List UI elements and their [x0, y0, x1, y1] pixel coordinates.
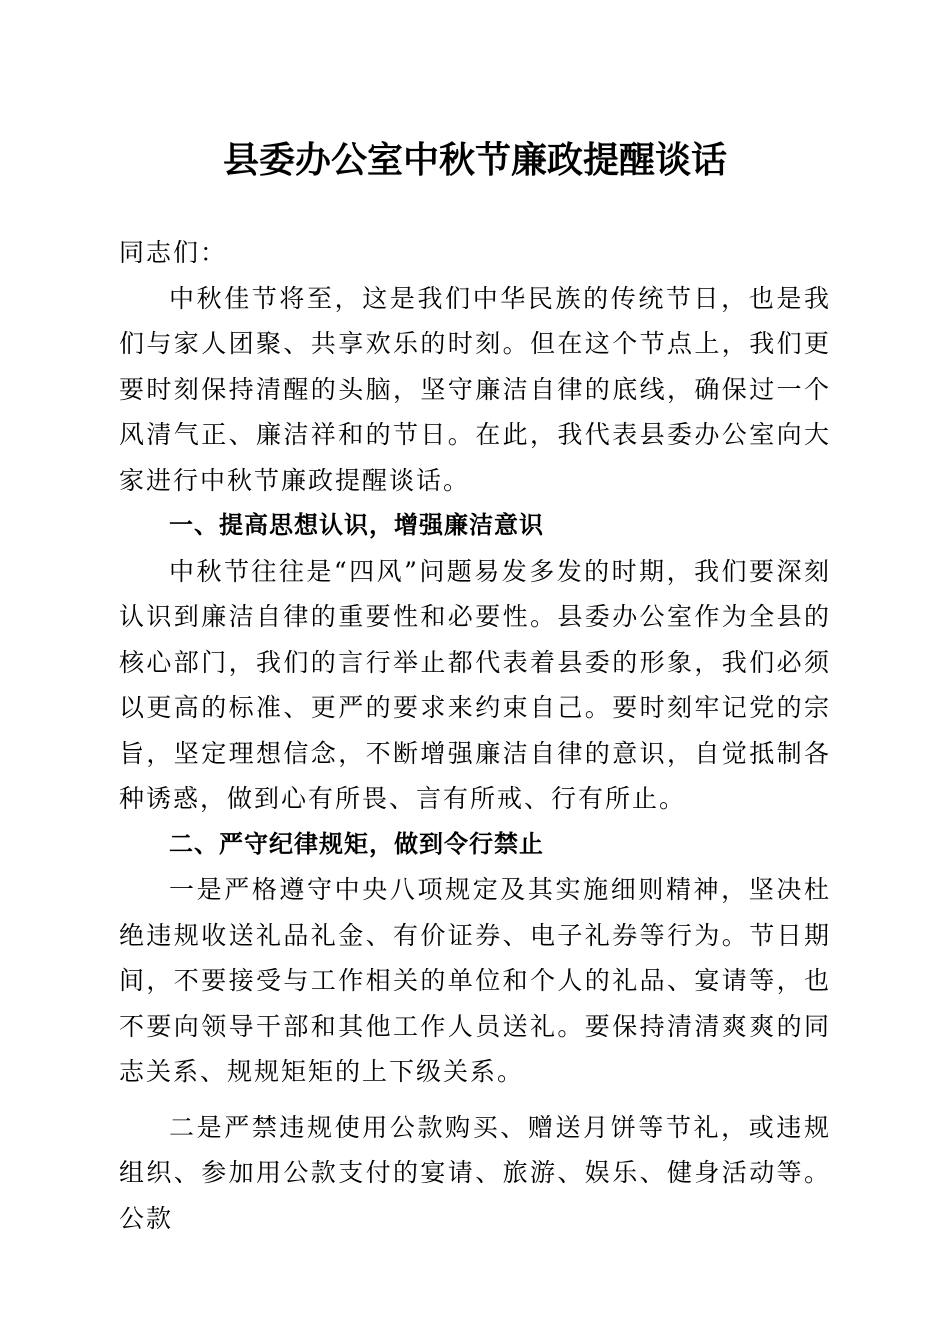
section2-paragraph-1: 一是严格遵守中央八项规定及其实施细则精神，坚决杜绝违规收送礼品礼金、有价证券、电子礼券等行为。节日期间，不要接受与工作相关的单位和个人的礼品、宴请等，也不要向领导干部和其他工作人员送礼。要保持清清爽爽的同志关系、规规矩矩的上下级关系。: [119, 875, 831, 1086]
section-heading-1: 一、提高思想认识，增强廉洁意识: [169, 511, 544, 539]
paragraph-gap: [119, 1095, 831, 1105]
section2-paragraph-2: 二是严禁违规使用公款购买、赠送月饼等节礼，或违规组织、参加用公款支付的宴请、旅游、娱乐、健身活动等。公款: [119, 1112, 831, 1233]
document-body: [119, 230, 831, 1241]
section1-paragraph-1: 中秋节往往是“四风”问题易发多发的时期，我们要深刻认识到廉洁自律的重要性和必要性。县委办公室作为全县的核心部门，我们的言行举止都代表着县委的形象，我们必须以更高的标准、更严的要求来约束自己。要时刻牢记党的宗旨，坚定理想信念，不断增强廉洁自律的意识，自觉抵制各种诱惑，做到心有所畏、言有所戒、行有所止。: [119, 556, 831, 813]
intro-paragraph: 中秋佳节将至，这是我们中华民族的传统节日，也是我们与家人团聚、共享欢乐的时刻。但在这个节点上，我们更要时刻保持清醒的头脑，坚守廉洁自律的底线，确保过一个风清气正、廉洁祥和的节日。在此，我代表县委办公室向大家进行中秋节廉政提醒谈话。: [119, 283, 831, 495]
salutation: 同志们：: [119, 238, 228, 267]
section-heading-2: 二、严守纪律规矩，做到令行禁止: [169, 829, 544, 858]
document-title: 县委办公室中秋节廉政提醒谈话: [222, 139, 727, 181]
